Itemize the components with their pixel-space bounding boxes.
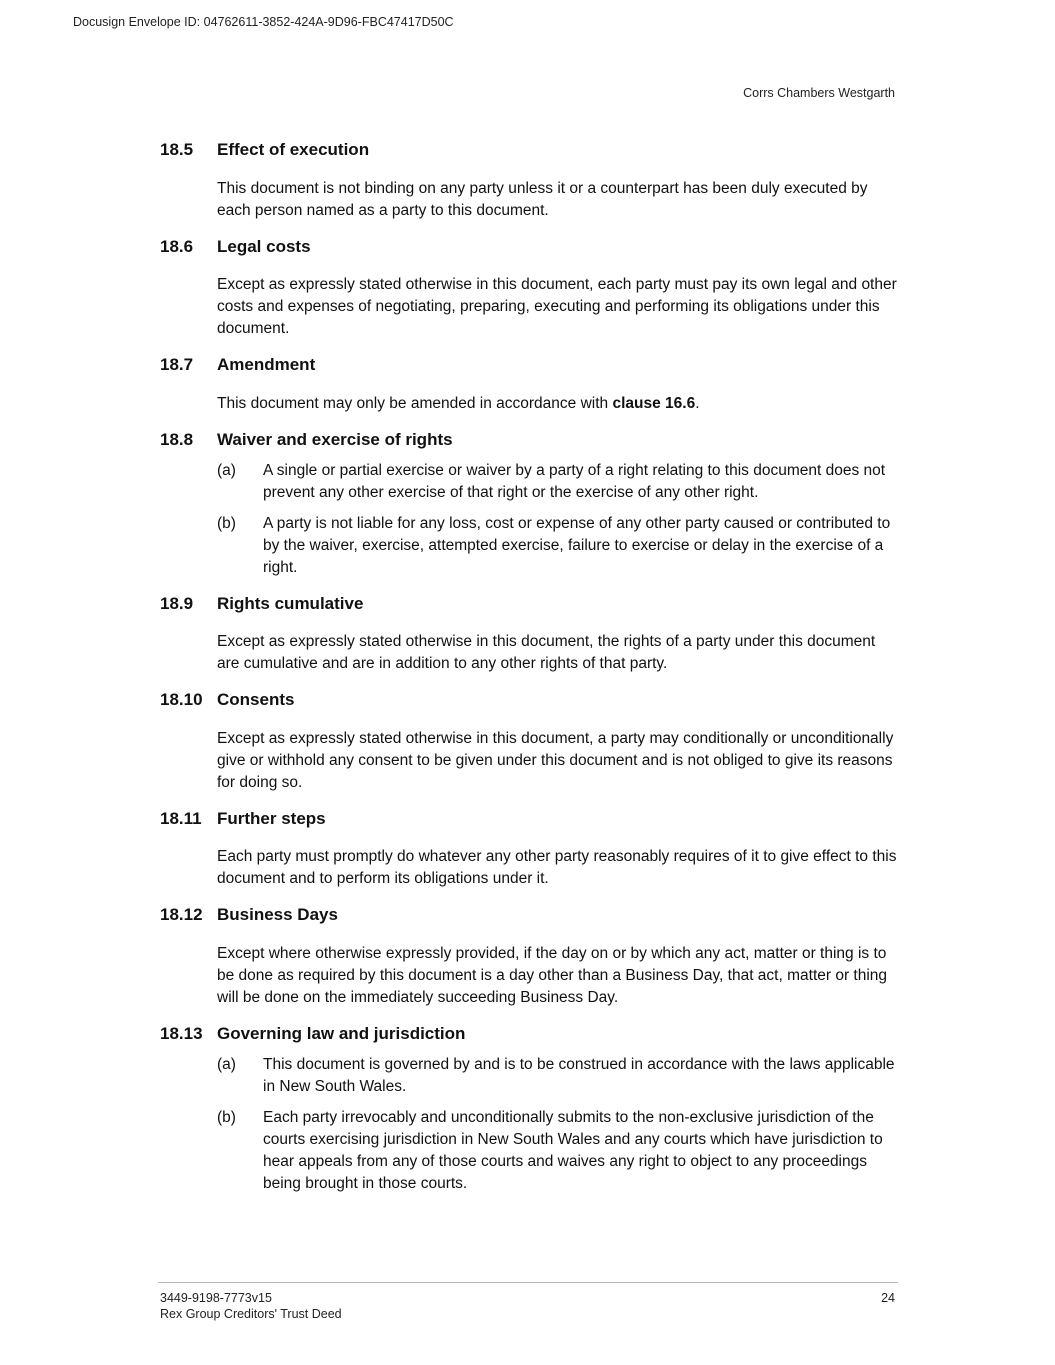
docusign-envelope-id: Docusign Envelope ID: 04762611-3852-424A-9D96-FBC47417D50C [73,15,454,29]
clause-number: 18.9 [160,593,194,613]
sub-clause-text: This document is governed by and is to be construed in accordance with the laws applicable in New South Wales. [263,1055,895,1095]
clause-title: Waiver and exercise of rights [217,429,453,449]
sub-clause-list [160,1054,900,1195]
clause-heading [160,138,900,162]
clause-number: 18.7 [160,355,194,374]
clause-title: Effect of execution [217,140,370,159]
header-firm-name: Corrs Chambers Westgarth [743,86,895,100]
clause-number: 18.13 [160,1023,203,1043]
clause-number: 18.5 [160,140,194,159]
clause-text: Except as expressly stated otherwise in this document, a party may conditionally or unconditionally give or withhold any consent to be given under this document and is not obliged to give its reasons for doing so. [217,729,894,791]
clause-heading [160,235,900,259]
sub-clause [217,1107,900,1195]
footer-document-info [160,1290,342,1322]
clause-text: Except where otherwise expressly provided, if the day on or by which any act, matter or thing is to be done as required by this document is a day other than a Business Day, that act, matter or thing will be done on the immediately succeeding Business Day. [217,944,888,1006]
clause-number: 18.8 [160,429,194,449]
clause-heading [160,592,900,616]
clause-cross-reference: clause 16.6 [612,394,696,412]
sub-clause-text: A party is not liable for any loss, cost or expense of any other party caused or contributed to by the waiver, exercise, attempted exercise, failure to exercise or delay in the exercise of a right. [263,514,891,576]
clause-number: 18.12 [160,905,203,924]
clause-18-9 [160,592,900,676]
clause-title: Amendment [217,355,316,374]
clause-number: 18.11 [160,808,202,828]
clause-text: Except as expressly stated otherwise in this document, the rights of a party under this document are cumulative and are in addition to any other rights of that party. [217,633,876,672]
clause-18-5 [160,138,900,222]
footer-divider [158,1282,898,1283]
clause-18-10 [160,688,900,794]
clause-18-7 [160,353,900,415]
sub-clause [217,1054,900,1098]
sub-clause-list [160,460,900,579]
sub-clause [217,460,900,504]
sub-clause-label: (b) [217,1108,236,1126]
sub-clause-text: Each party irrevocably and unconditionally submits to the non-exclusive jurisdiction of the courts exercising jurisdiction in New South Wales and any courts which have jurisdiction to hear appeals from any of those courts and waives any right to object to any proceedings being brought in those courts. [263,1108,883,1192]
document-body [160,138,900,1208]
clause-title: Governing law and jurisdiction [217,1023,466,1043]
clause-title: Business Days [217,905,338,924]
clause-text-part: This document may only be amended in accordance with [217,394,613,412]
clause-18-8 [160,428,900,579]
clause-heading [160,428,900,452]
sub-clause-label: (a) [217,461,236,479]
clause-number: 18.10 [160,690,203,709]
clause-heading [160,1022,900,1046]
clause-number: 18.6 [160,236,194,256]
clause-text [217,393,900,415]
clause-text: Except as expressly stated otherwise in this document, each party must pay its own legal and other costs and expenses of negotiating, preparing, executing and performing its obligations under this document. [217,276,897,337]
sub-clause-label: (a) [217,1055,236,1073]
clause-title: Further steps [217,808,326,828]
page-number: 24 [881,1291,895,1305]
clause-18-6 [160,235,900,341]
clause-18-11 [160,807,900,891]
sub-clause [217,513,900,579]
clause-18-12 [160,903,900,1009]
clause-heading [160,353,900,377]
sub-clause-label: (b) [217,514,236,532]
clause-text: This document is not binding on any party unless it or a counterpart has been duly executed by each person named as a party to this document. [217,179,868,219]
clause-18-13 [160,1022,900,1195]
footer-doc-title: Rex Group Creditors' Trust Deed [160,1307,342,1321]
clause-title: Rights cumulative [217,593,364,613]
sub-clause-text: A single or partial exercise or waiver by a party of a right relating to this document does not prevent any other exercise of that right or the exercise of any other right. [263,461,886,501]
clause-heading [160,807,900,831]
clause-title: Legal costs [217,236,311,256]
clause-heading [160,903,900,927]
clause-text-part: . [695,394,700,412]
footer-doc-ref: 3449-9198-7773v15 [160,1291,272,1305]
clause-title: Consents [217,690,295,709]
clause-text: Each party must promptly do whatever any other party reasonably requires of it to give effect to this document and to perform its obligations under it. [217,848,897,887]
clause-heading [160,688,900,712]
